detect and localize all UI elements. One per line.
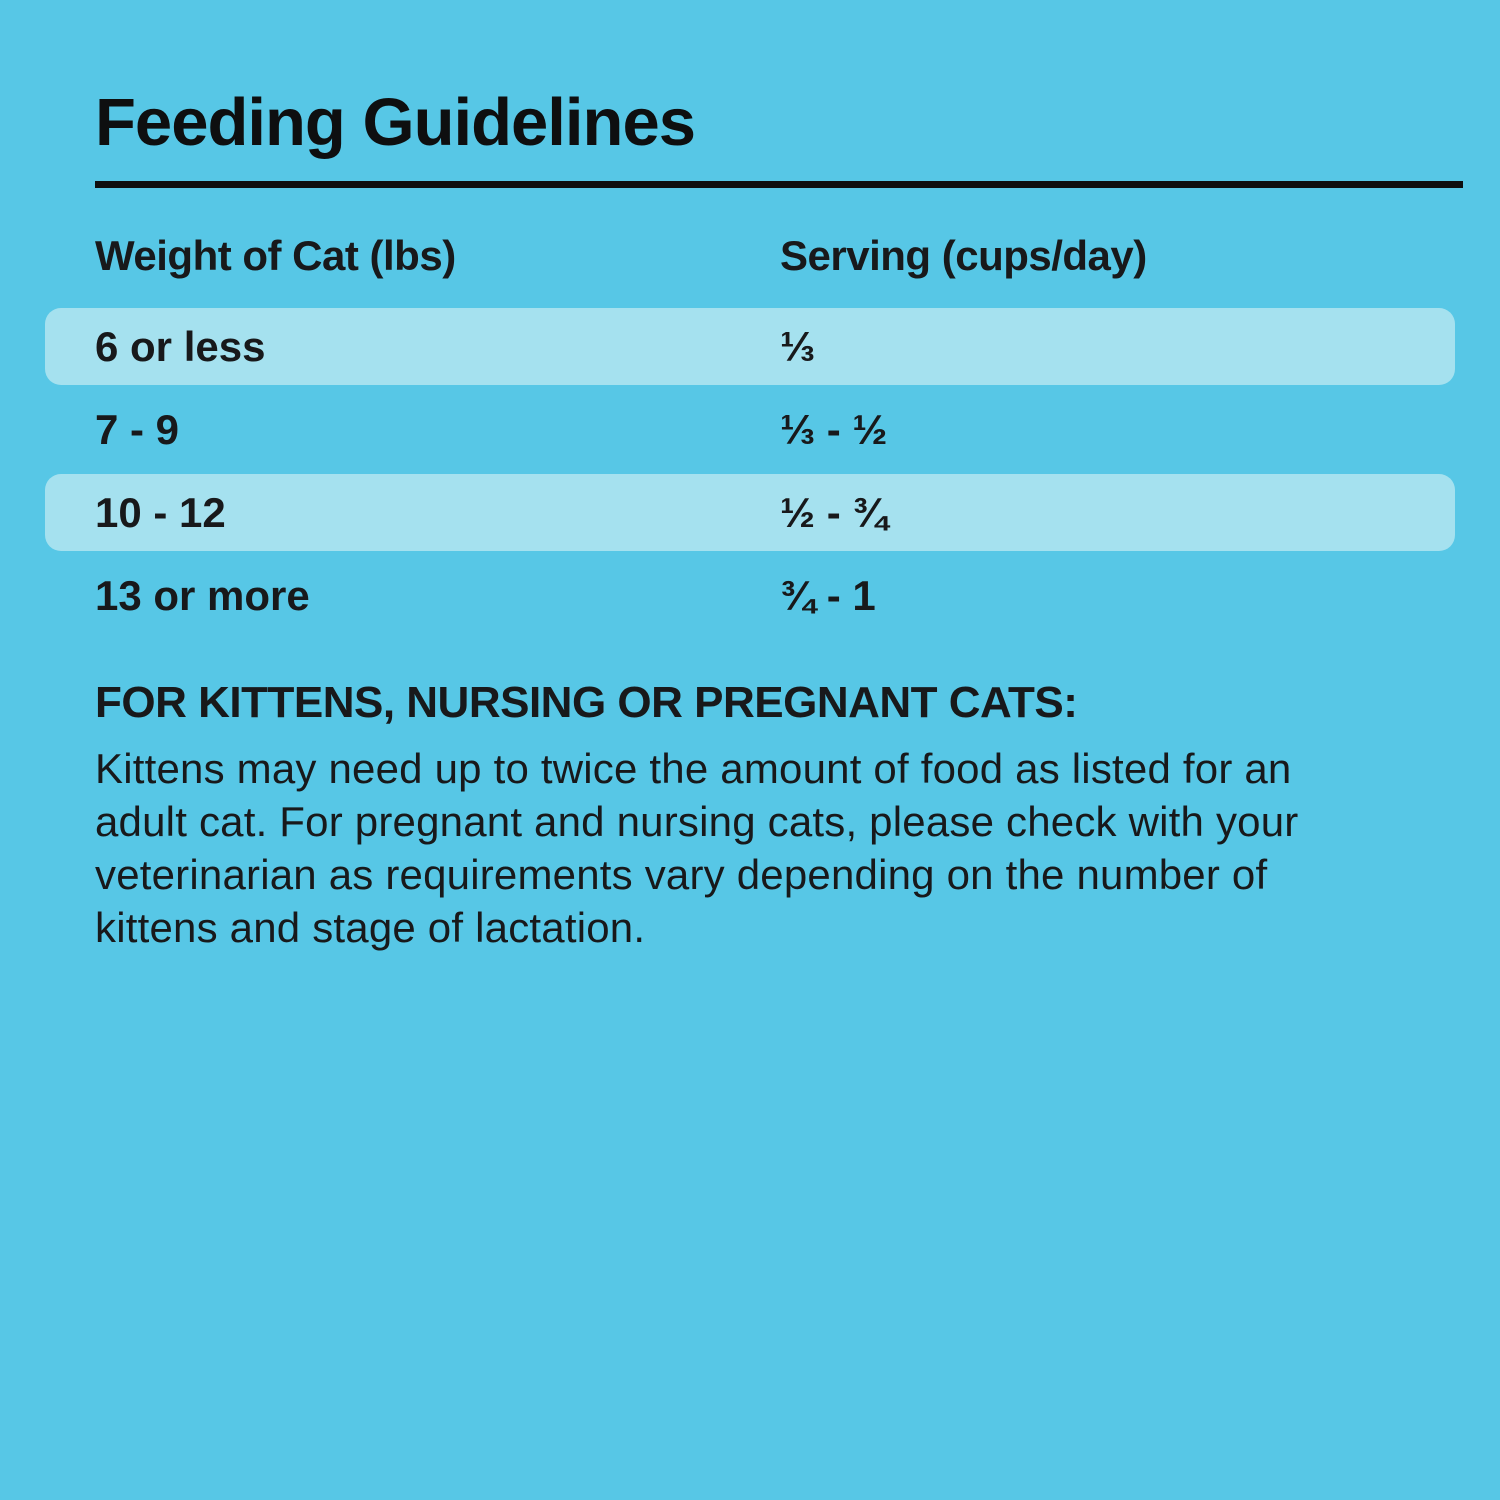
table-row <box>45 474 1455 551</box>
serving-cell: ½ - ¾ <box>780 488 888 536</box>
title-underline-rule <box>95 181 1463 188</box>
serving-cell: ⅓ <box>780 322 816 370</box>
table-header-row <box>45 221 1455 291</box>
kittens-note <box>95 678 1375 954</box>
table-row <box>45 391 1455 468</box>
serving-cell: ⅓ - ½ <box>780 405 888 453</box>
page-title: Feeding Guidelines <box>95 85 695 160</box>
column-header-weight: Weight of Cat (lbs) <box>95 232 456 279</box>
column-header-serving: Serving (cups/day) <box>780 232 1147 279</box>
weight-cell: 6 or less <box>95 322 266 370</box>
kittens-note-heading: FOR KITTENS, NURSING OR PREGNANT CATS: <box>95 678 1078 727</box>
table-row <box>45 308 1455 385</box>
weight-cell: 10 - 12 <box>95 488 226 536</box>
serving-cell: ¾ - 1 <box>780 571 876 619</box>
kittens-note-body: Kittens may need up to twice the amount of food as listed for an adult cat. For pregnant and nursing cats, please check with your veterinarian as requirements vary depending on the number of kittens and stage of lactation. <box>95 745 1299 951</box>
weight-cell: 13 or more <box>95 571 310 619</box>
table-row <box>45 557 1455 634</box>
weight-cell: 7 - 9 <box>95 405 180 453</box>
